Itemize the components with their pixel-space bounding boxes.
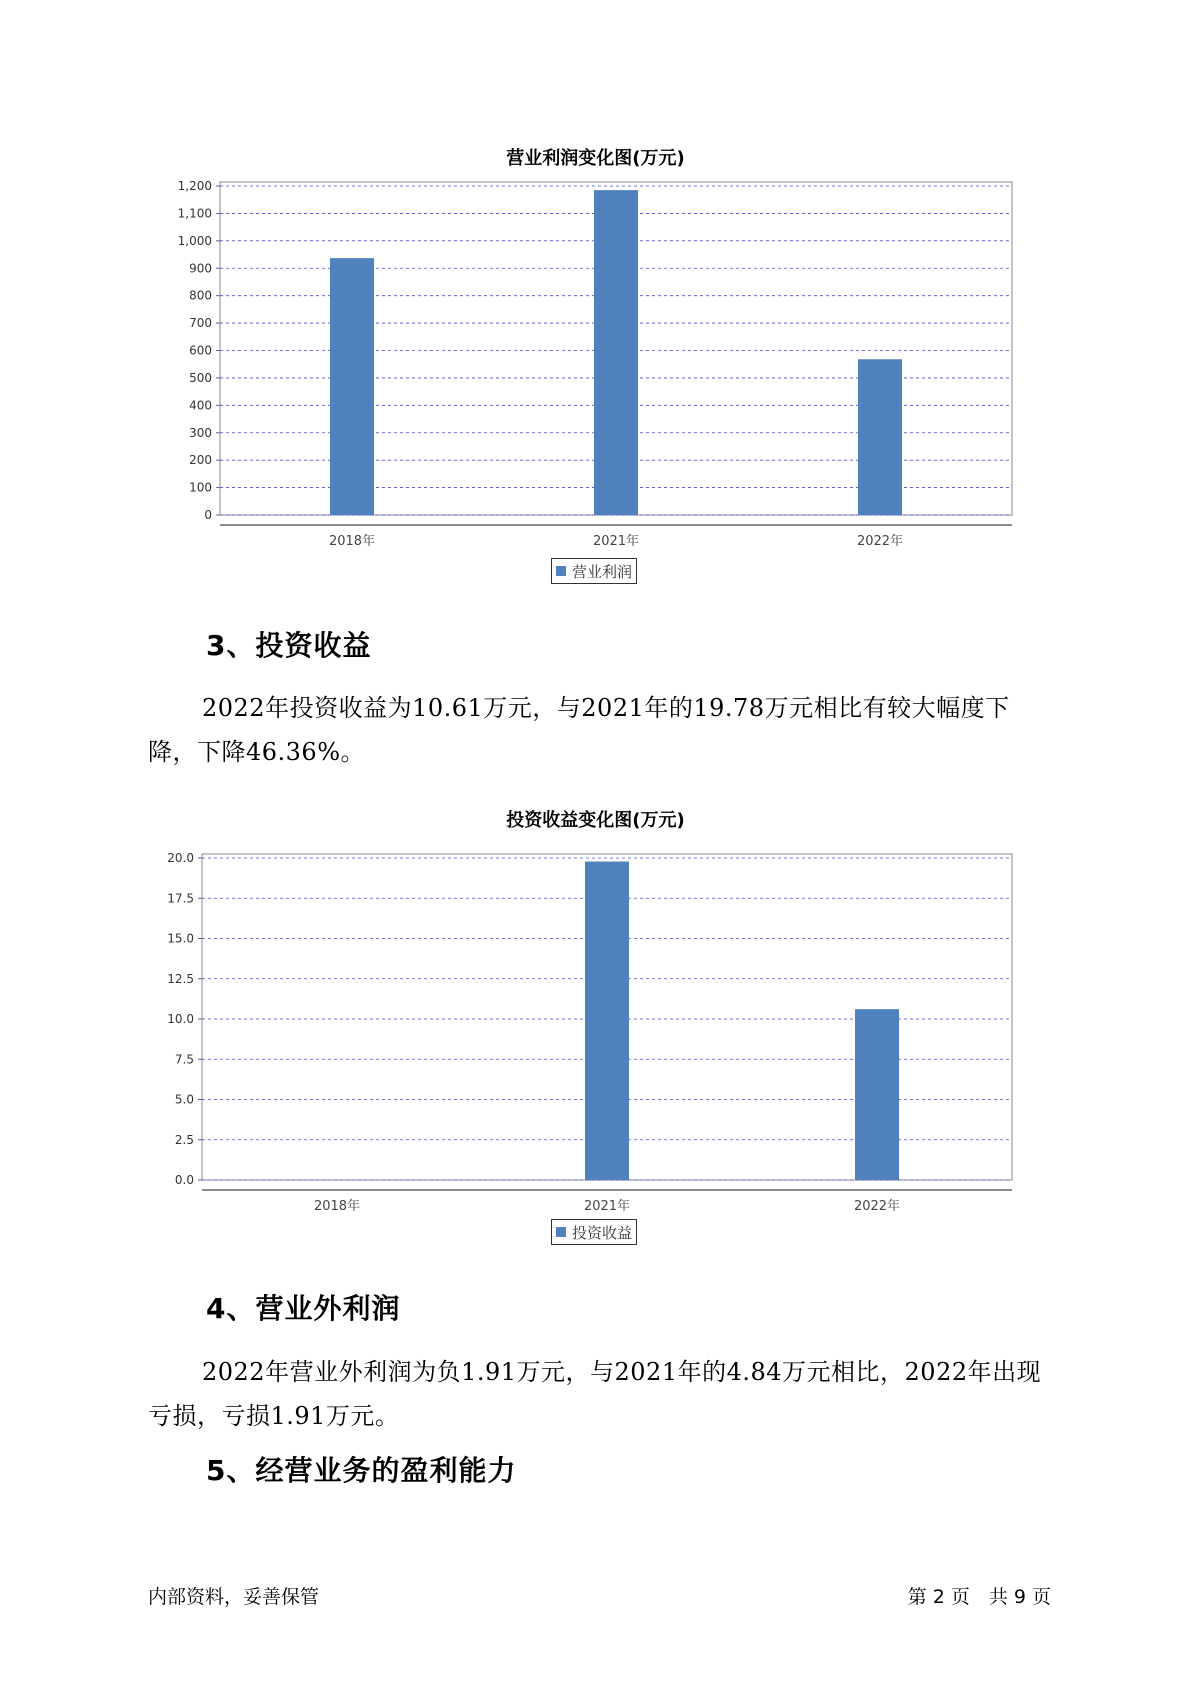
y-tick-label: 2.5 bbox=[174, 1132, 194, 1147]
legend-swatch bbox=[556, 566, 566, 576]
y-tick-label: 12.5 bbox=[167, 971, 194, 986]
y-tick-label: 1,000 bbox=[177, 233, 212, 248]
footer-confidential: 内部资料，妥善保管 bbox=[148, 1586, 320, 1608]
section-heading-non-operating-profit: 4、营业外利润 bbox=[206, 1292, 401, 1325]
y-tick-label: 100 bbox=[189, 480, 212, 495]
y-tick-label: 700 bbox=[189, 316, 212, 331]
section-heading-profitability: 5、经营业务的盈利能力 bbox=[206, 1454, 517, 1487]
y-tick-label: 600 bbox=[189, 343, 212, 358]
x-tick-label: 2018年 bbox=[328, 534, 376, 549]
y-tick-label: 900 bbox=[189, 261, 212, 276]
paragraph-non-operating-profit: 2022年营业外利润为负1.91万元，与2021年的4.84万元相比，2022年出现亏损，亏损1.91万元。 bbox=[148, 1358, 1042, 1430]
investment-income-chart bbox=[0, 834, 1191, 1214]
bar bbox=[855, 1009, 899, 1180]
bar bbox=[330, 258, 374, 515]
paragraph-investment-income: 2022年投资收益为10.61万元，与2021年的19.78万元相比有较大幅度下降，下降46.36%。 bbox=[148, 694, 1010, 766]
legend-label: 投资收益 bbox=[572, 1223, 633, 1242]
x-tick-label: 2021年 bbox=[592, 534, 640, 549]
y-tick-label: 20.0 bbox=[167, 851, 194, 865]
chart-legend-operating-profit bbox=[551, 558, 637, 584]
y-tick-label: 300 bbox=[189, 425, 212, 440]
bar bbox=[585, 862, 629, 1180]
x-tick-label: 2018年 bbox=[313, 1199, 361, 1214]
operating-profit-chart bbox=[0, 170, 1191, 550]
chart-title-operating-profit: 营业利润变化图(万元) bbox=[506, 148, 685, 169]
y-tick-label: 800 bbox=[189, 288, 212, 303]
y-tick-label: 5.0 bbox=[174, 1092, 194, 1107]
legend-swatch bbox=[556, 1227, 566, 1237]
x-tick-label: 2021年 bbox=[583, 1199, 631, 1214]
chart-title-investment-income: 投资收益变化图(万元) bbox=[506, 810, 685, 831]
y-tick-label: 17.5 bbox=[167, 891, 194, 906]
section-heading-investment-income: 3、投资收益 bbox=[206, 629, 372, 662]
y-tick-label: 7.5 bbox=[174, 1052, 194, 1067]
y-tick-label: 1,100 bbox=[177, 206, 212, 221]
y-tick-label: 0.0 bbox=[174, 1173, 194, 1187]
y-tick-label: 400 bbox=[189, 398, 212, 413]
y-tick-label: 0 bbox=[204, 508, 212, 522]
x-tick-label: 2022年 bbox=[856, 534, 904, 549]
legend-label: 营业利润 bbox=[572, 562, 633, 581]
y-tick-label: 15.0 bbox=[167, 931, 194, 946]
y-tick-label: 500 bbox=[189, 370, 212, 385]
chart-legend-investment-income bbox=[551, 1219, 637, 1245]
x-tick-label: 2022年 bbox=[853, 1199, 901, 1214]
y-tick-label: 200 bbox=[189, 453, 212, 468]
bar bbox=[594, 190, 638, 515]
footer-page-number: 第 2 页 共 9 页 bbox=[907, 1586, 1051, 1608]
y-tick-label: 1,200 bbox=[177, 179, 212, 193]
y-tick-label: 10.0 bbox=[167, 1012, 194, 1026]
bar bbox=[858, 359, 902, 515]
